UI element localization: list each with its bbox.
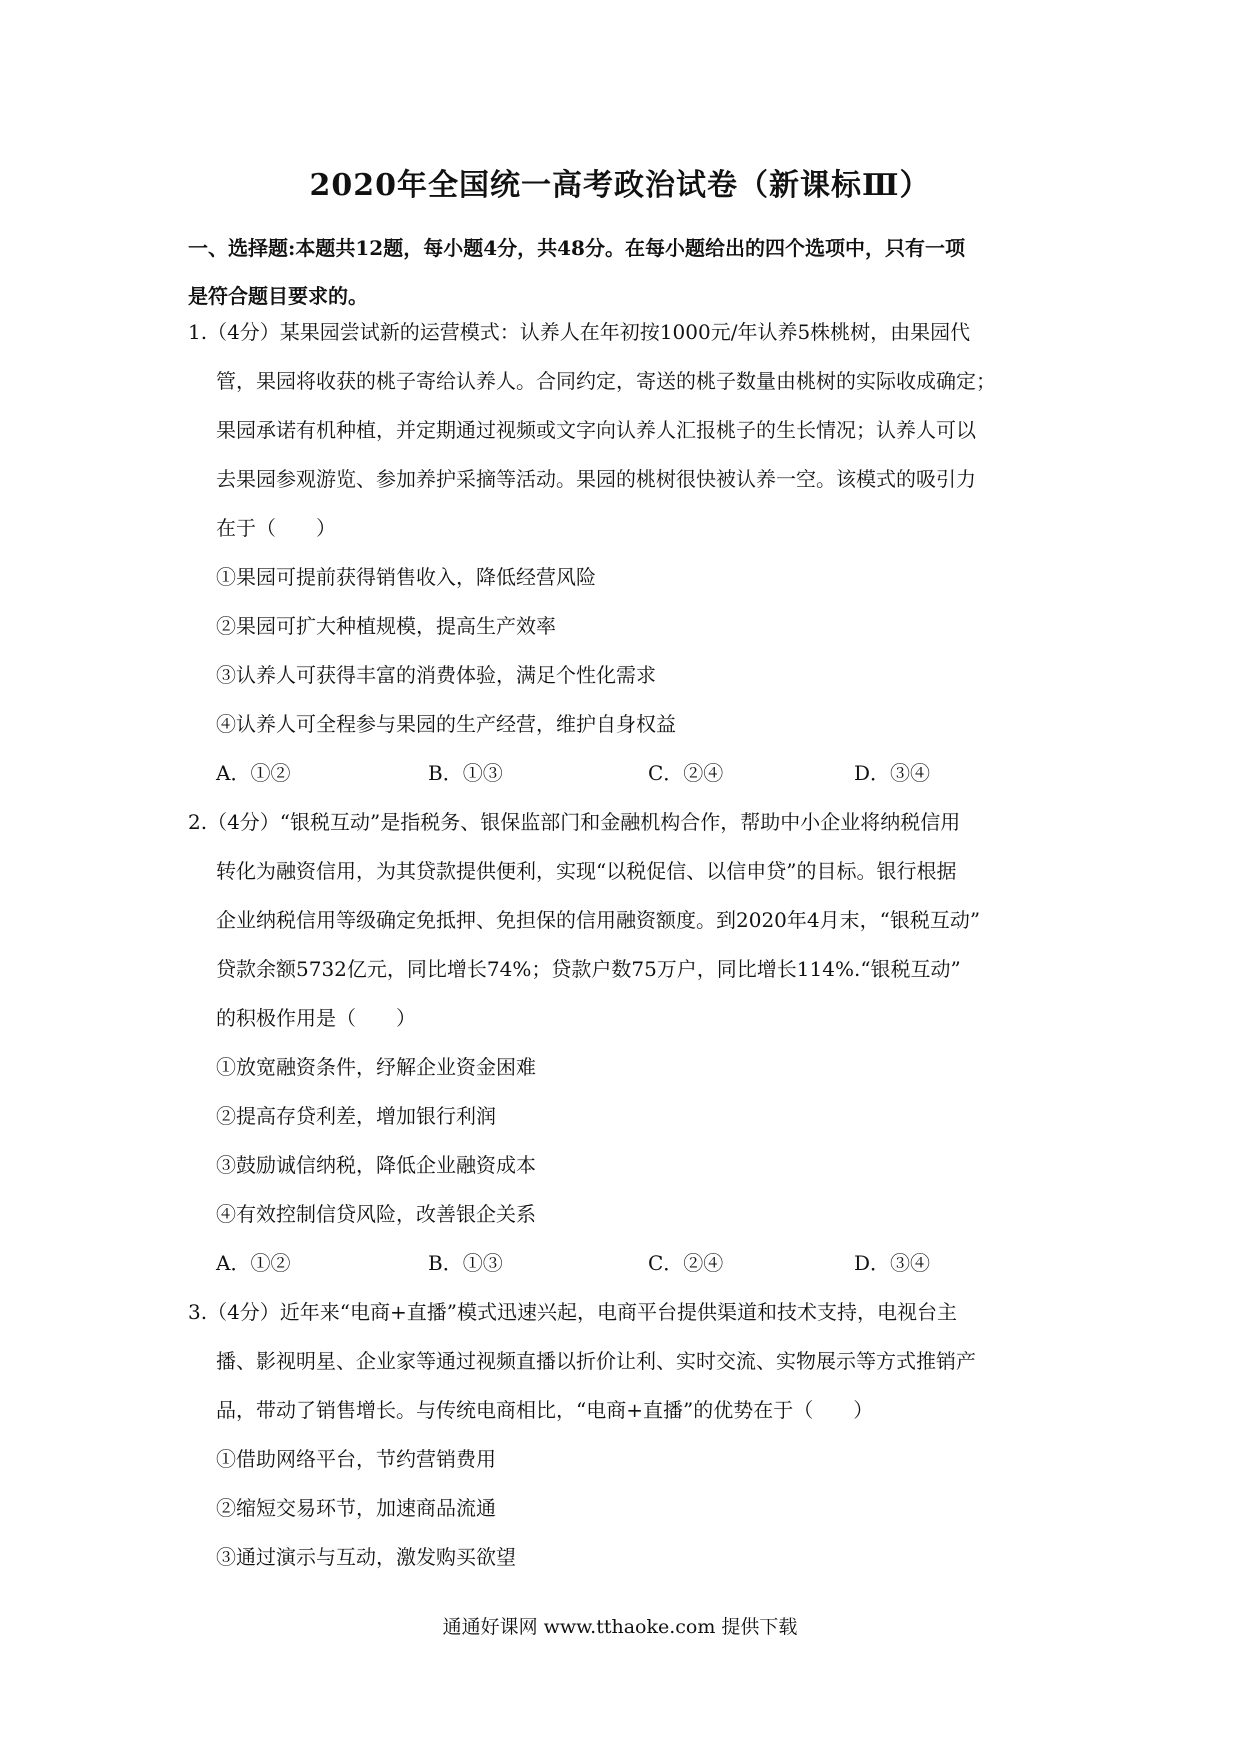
question-text-line: 品，带动了销售增长。与传统电商相比，“电商+直播”的优势在于（ ）: [216, 1398, 874, 1422]
statement-option: ①借助网络平台，节约营销费用: [216, 1447, 496, 1471]
choice-a: A．①②: [216, 761, 291, 785]
question-text-line: 2.（4分）“银税互动”是指税务、银保监部门和金融机构合作，帮助中小企业将纳税信用: [188, 810, 961, 834]
statement-option: ②果园可扩大种植规模，提高生产效率: [216, 614, 556, 638]
section-header: [188, 224, 1068, 320]
question-text-line: 去果园参观游览、参加养护采摘等活动。果园的桃树很快被认养一空。该模式的吸引力: [216, 467, 976, 491]
section-header-line: 是符合题目要求的。: [188, 284, 368, 308]
question-text-line: 在于（ ）: [216, 516, 336, 540]
section-header-line: 一、选择题:本题共12题，每小题4分，共48分。在每小题给出的四个选项中，只有一项: [188, 236, 965, 260]
statement-option: ①果园可提前获得销售收入，降低经营风险: [216, 565, 596, 589]
statement-option: ④有效控制信贷风险，改善银企关系: [216, 1202, 536, 1226]
choice-a: A．①②: [216, 1251, 291, 1275]
choice-b: B．①③: [428, 1251, 503, 1275]
question-text-line: 的积极作用是（ ）: [216, 1006, 416, 1030]
choice-d: D．③④: [854, 761, 931, 785]
question-text-line: 1.（4分）某果园尝试新的运营模式：认养人在年初按1000元/年认养5株桃树，由果园代: [188, 320, 971, 344]
statement-option: ③通过演示与互动，激发购买欲望: [216, 1545, 516, 1569]
question-text-line: 贷款余额5732亿元，同比增长74%；贷款户数75万户，同比增长114%.“银税互动”: [216, 957, 961, 981]
question-text-line: 转化为融资信用，为其贷款提供便利，实现“以税促信、以信申贷”的目标。银行根据: [216, 859, 957, 883]
question-3: [188, 1288, 1068, 1582]
statement-option: ②提高存贷利差，增加银行利润: [216, 1104, 496, 1128]
statement-option: ③认养人可获得丰富的消费体验，满足个性化需求: [216, 663, 656, 687]
question-2: [188, 798, 1068, 1288]
question-text-line: 3.（4分）近年来“电商+直播”模式迅速兴起，电商平台提供渠道和技术支持，电视台主: [188, 1300, 958, 1324]
question-text-line: 管，果园将收获的桃子寄给认养人。合同约定，寄送的桃子数量由桃树的实际收成确定；: [216, 369, 996, 393]
answer-choices: [188, 749, 1068, 798]
question-text-line: 果园承诺有机种植，并定期通过视频或文字向认养人汇报桃子的生长情况；认养人可以: [216, 418, 976, 442]
question-1: [188, 308, 1068, 798]
page-footer: 通通好课网 www.tthaoke.com 提供下载: [442, 1616, 798, 1638]
question-text-line: 企业纳税信用等级确定免抵押、免担保的信用融资额度。到2020年4月末，“银税互动”: [216, 908, 981, 932]
question-text-line: 播、影视明星、企业家等通过视频直播以折价让利、实时交流、实物展示等方式推销产: [216, 1349, 976, 1373]
choice-c: C．②④: [648, 1251, 724, 1275]
choice-d: D．③④: [854, 1251, 931, 1275]
statement-option: ①放宽融资条件，纾解企业资金困难: [216, 1055, 536, 1079]
statement-option: ③鼓励诚信纳税，降低企业融资成本: [216, 1153, 536, 1177]
answer-choices: [188, 1239, 1068, 1288]
choice-c: C．②④: [648, 761, 724, 785]
page-title: 2020年全国统一高考政治试卷（新课标Ⅲ）: [309, 168, 931, 203]
statement-option: ②缩短交易环节，加速商品流通: [216, 1496, 496, 1520]
statement-option: ④认养人可全程参与果园的生产经营，维护自身权益: [216, 712, 676, 736]
choice-b: B．①③: [428, 761, 503, 785]
